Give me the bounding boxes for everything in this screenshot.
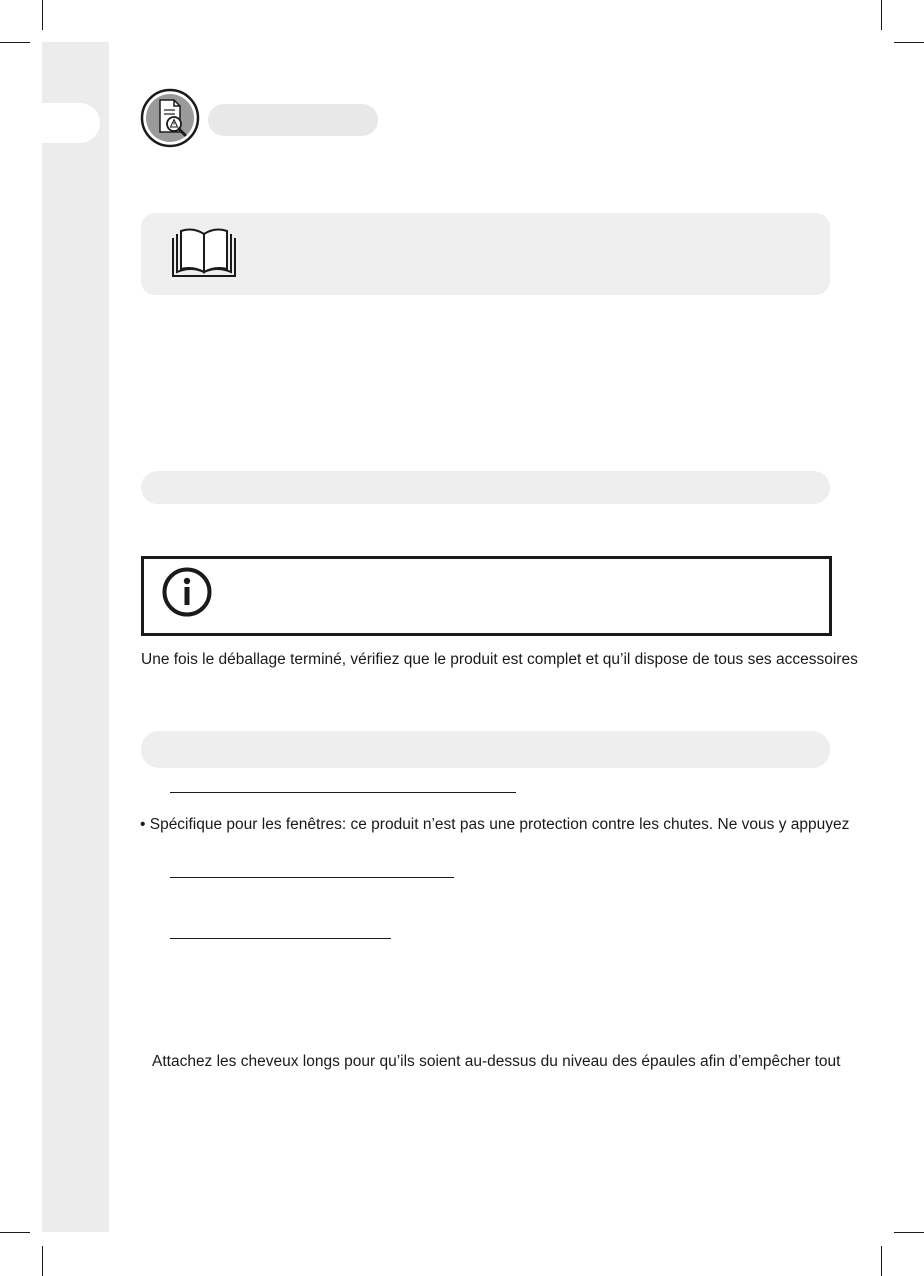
section-title-pill	[208, 104, 378, 136]
underline-heading	[170, 938, 391, 939]
window-safety-bullet: • Spécifique pour les fenêtres: ce produit n’est pas une protection contre les chutes. Ne vous y appuyez	[140, 816, 850, 833]
page-sidebar	[42, 42, 109, 1232]
read-manual-notice	[141, 213, 830, 295]
crop-mark	[881, 1246, 882, 1276]
section-header-bar	[141, 731, 830, 768]
crop-mark	[894, 1232, 924, 1233]
crop-mark	[881, 0, 882, 30]
info-icon	[161, 566, 213, 618]
crop-mark	[0, 42, 30, 43]
crop-mark	[42, 1246, 43, 1276]
crop-mark	[0, 1232, 30, 1233]
document-warning-magnifier-icon	[140, 88, 200, 148]
unpacking-instruction: Une fois le déballage terminé, vérifiez que le produit est complet et qu’il dispose de tous ses accessoires	[141, 651, 858, 668]
info-notice-box	[141, 556, 832, 636]
hair-safety-instruction: Attachez les cheveux longs pour qu’ils soient au-dessus du niveau des épaules afin d’empêcher tout	[152, 1053, 841, 1070]
sidebar-tab	[42, 103, 100, 143]
section-header-bar	[141, 471, 830, 504]
underline-heading	[170, 877, 454, 878]
crop-mark	[42, 0, 43, 30]
open-book-icon	[169, 228, 239, 280]
crop-mark	[894, 42, 924, 43]
underline-heading	[170, 792, 516, 793]
